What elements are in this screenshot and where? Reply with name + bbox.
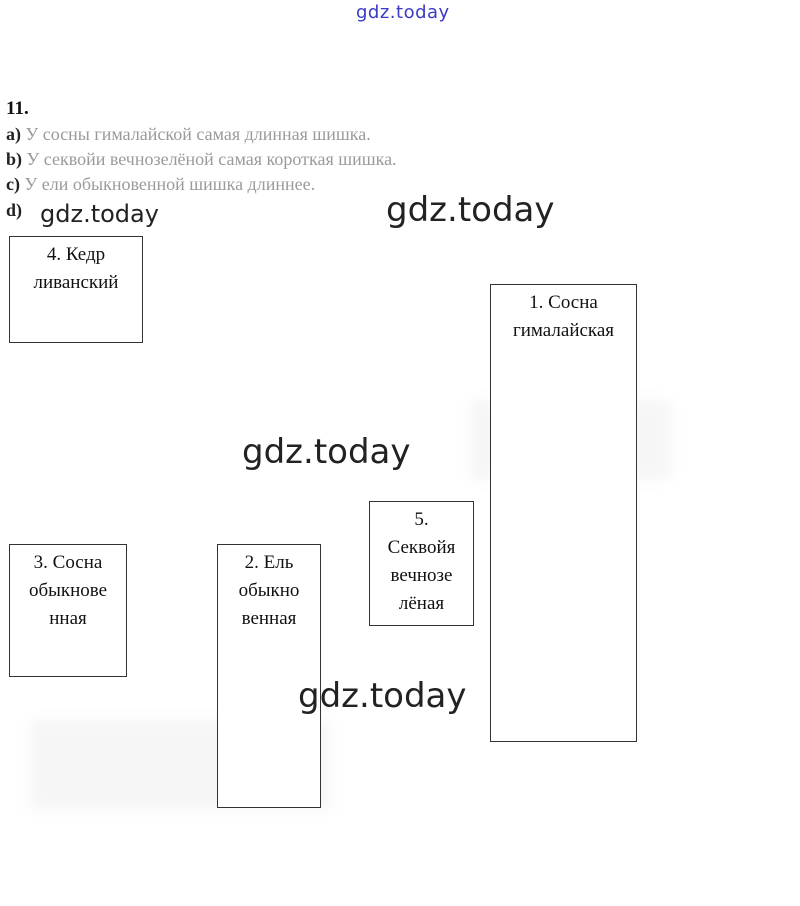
box-cedar [9, 236, 143, 343]
watermark: gdz.today [298, 676, 467, 716]
box-himalayan-pine [490, 284, 637, 742]
watermark: gdz.today [242, 432, 411, 472]
answer-a-text: У сосны гималайской самая длинная шишка. [25, 124, 371, 144]
answer-b-text: У секвойи вечнозелёной самая короткая шишка. [26, 149, 397, 169]
box-scots-pine-line-1: 3. Сосна [33, 552, 103, 573]
box-norway-spruce-line-2: обыкно [238, 580, 300, 601]
box-norway-spruce-line-3: венная [241, 608, 297, 629]
answer-d [6, 200, 22, 221]
box-scots-pine-line-3: нная [49, 608, 87, 629]
box-sequoia-line-3: вечнозе [390, 565, 453, 586]
box-sequoia-line-1: 5. [414, 509, 429, 530]
watermark: gdz.today [40, 200, 159, 228]
answer-a [6, 124, 371, 145]
box-norway-spruce-line-1: 2. Ель [244, 552, 294, 573]
watermark-top: gdz.today [356, 2, 450, 23]
box-sequoia-line-2: Секвойя [387, 537, 456, 558]
watermark: gdz.today [386, 190, 555, 230]
answer-b-letter: b) [6, 149, 23, 169]
box-himalayan-pine-line-1: 1. Сосна [529, 292, 598, 313]
answer-b [6, 149, 397, 170]
box-himalayan-pine-line-2: гималайская [512, 320, 615, 341]
box-cedar-line-1: 4. Кедр [46, 244, 106, 265]
box-sequoia-line-4: лёная [398, 593, 445, 614]
task-number: 11. [6, 98, 29, 119]
answer-a-letter: a) [6, 124, 21, 144]
box-cedar-line-2: ливанский [33, 272, 119, 293]
answer-d-letter: d) [6, 200, 23, 220]
answer-c-text: У ели обыкновенной шишка длиннее. [24, 174, 316, 194]
box-scots-pine-line-2: обыкнове [28, 580, 108, 601]
box-sequoia [369, 501, 474, 626]
answer-c-letter: c) [6, 174, 20, 194]
answer-c [6, 174, 315, 195]
box-scots-pine [9, 544, 127, 677]
